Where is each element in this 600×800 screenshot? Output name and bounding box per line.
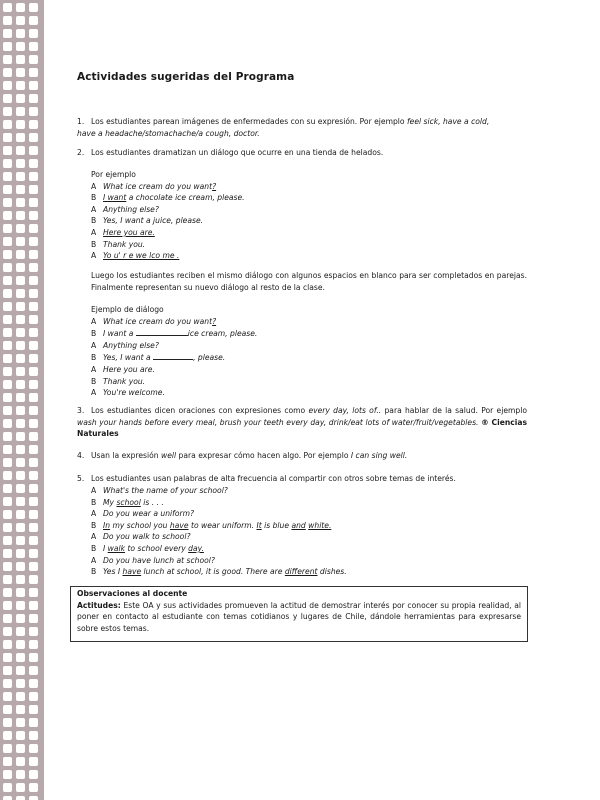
strip-hole: [3, 302, 12, 311]
strip-hole: [16, 406, 25, 415]
strip-hole: [3, 172, 12, 181]
strip-hole: [16, 471, 25, 480]
strip-hole: [16, 458, 25, 467]
strip-hole: [29, 445, 38, 454]
strip-hole: [3, 614, 12, 623]
strip-hole: [16, 588, 25, 597]
strip-hole: [3, 419, 12, 428]
strip-hole: [16, 770, 25, 779]
strip-hole: [3, 94, 12, 103]
strip-hole: [3, 107, 12, 116]
strip-hole: [29, 510, 38, 519]
strip-hole: [16, 757, 25, 766]
strip-hole: [29, 536, 38, 545]
strip-hole: [29, 731, 38, 740]
strip-hole: [16, 3, 25, 12]
strip-hole: [3, 445, 12, 454]
strip-hole: [29, 120, 38, 129]
dialog-blanks-example: Ejemplo de diálogo A What ice cream do you want? B I want a ice cream, please. A Anything else? B Yes, I want a , please. A Here you are. B Thank you. A You're welcome.: [77, 304, 527, 399]
strip-hole: [16, 55, 25, 64]
strip-hole: [16, 783, 25, 792]
strip-hole: [29, 640, 38, 649]
strip-hole: [3, 81, 12, 90]
strip-hole: [16, 16, 25, 25]
dialog-school: A What's the name of your school? B My school is . . . A Do you wear a uniform? B In my school you have to wear uniform. It is blue and white. A Do you walk to school? B I walk to school every day. A Do you have lunch at school? B Yes I have lunch at school, it is good. There are different dishes.: [91, 486, 347, 577]
strip-hole: [3, 3, 12, 12]
strip-hole: [29, 250, 38, 259]
strip-hole: [3, 159, 12, 168]
strip-hole: [3, 666, 12, 675]
strip-hole: [29, 432, 38, 441]
strip-hole: [16, 510, 25, 519]
strip-hole: [29, 172, 38, 181]
strip-hole: [3, 328, 12, 337]
strip-hole: [29, 146, 38, 155]
strip-hole: [3, 367, 12, 376]
strip-hole: [29, 718, 38, 727]
strip-hole: [16, 614, 25, 623]
strip-hole: [29, 757, 38, 766]
strip-hole: [29, 627, 38, 636]
strip-hole: [16, 237, 25, 246]
strip-hole: [3, 588, 12, 597]
teacher-notes-box: [70, 586, 528, 642]
strip-hole: [29, 315, 38, 324]
strip-hole: [16, 562, 25, 571]
activity-item-1: 1. Los estudiantes parean imágenes de enfermedades con su expresión. Por ejemplo feel sick, have a cold, have a headache/stomachache/a cough, doctor.: [77, 117, 490, 138]
decorative-side-strip: [0, 0, 44, 800]
strip-hole: [16, 601, 25, 610]
strip-hole: [16, 341, 25, 350]
strip-hole: [16, 523, 25, 532]
strip-hole: [3, 185, 12, 194]
strip-hole: [3, 55, 12, 64]
strip-hole: [16, 445, 25, 454]
strip-hole: [29, 133, 38, 142]
strip-hole: [16, 393, 25, 402]
strip-hole: [3, 549, 12, 558]
strip-hole: [16, 315, 25, 324]
strip-hole: [29, 770, 38, 779]
strip-hole: [3, 458, 12, 467]
strip-hole: [3, 497, 12, 506]
strip-hole: [3, 679, 12, 688]
strip-hole: [29, 68, 38, 77]
strip-hole: [16, 159, 25, 168]
strip-hole: [3, 198, 12, 207]
strip-hole: [3, 510, 12, 519]
strip-hole: [29, 198, 38, 207]
strip-hole: [29, 783, 38, 792]
strip-hole: [29, 211, 38, 220]
strip-hole: [29, 55, 38, 64]
dialog-example: Por ejemplo A What ice cream do you want? B I want a chocolate ice cream, please. A Anything else? B Yes, I want a juice, please. A Here you are. B Thank you. A Yo u' r e we lco me .: [77, 169, 527, 262]
strip-hole: [16, 354, 25, 363]
strip-hole: [16, 367, 25, 376]
strip-hole: [3, 484, 12, 493]
strip-hole: [3, 523, 12, 532]
strip-hole: [16, 250, 25, 259]
strip-hole: [29, 42, 38, 51]
strip-hole: [16, 211, 25, 220]
strip-hole: [29, 458, 38, 467]
strip-hole: [29, 471, 38, 480]
blank-line: [153, 351, 193, 360]
strip-hole: [29, 224, 38, 233]
strip-hole: [16, 640, 25, 649]
strip-hole: [16, 653, 25, 662]
activity-item-3: 3. Los estudiantes dicen oraciones con expresiones como every day, lots of.. para hablar de la salud. Por ejemplo wash your hands before every meal, brush your teeth every day, drink/eat lots of water/fruit/vegetables. ® Ciencias Naturales: [77, 406, 527, 439]
strip-hole: [3, 796, 12, 800]
strip-hole: [16, 484, 25, 493]
strip-hole: [3, 211, 12, 220]
strip-hole: [3, 380, 12, 389]
strip-hole: [3, 718, 12, 727]
strip-hole: [29, 497, 38, 506]
strip-hole: [3, 536, 12, 545]
strip-hole: [3, 471, 12, 480]
strip-hole: [3, 640, 12, 649]
strip-hole: [29, 263, 38, 272]
strip-hole: [3, 133, 12, 142]
strip-hole: [29, 549, 38, 558]
strip-hole: [16, 731, 25, 740]
strip-hole: [16, 536, 25, 545]
strip-hole: [16, 263, 25, 272]
strip-hole: [29, 159, 38, 168]
strip-hole: [3, 601, 12, 610]
strip-hole: [29, 328, 38, 337]
strip-hole: [16, 666, 25, 675]
strip-hole: [3, 757, 12, 766]
strip-hole: [16, 328, 25, 337]
strip-hole: [29, 523, 38, 532]
strip-hole: [16, 289, 25, 298]
strip-hole: [3, 120, 12, 129]
strip-hole: [16, 380, 25, 389]
strip-hole: [3, 250, 12, 259]
strip-hole: [3, 562, 12, 571]
strip-hole: [16, 198, 25, 207]
strip-hole: [29, 185, 38, 194]
item2-paragraph: Luego los estudiantes reciben el mismo diálogo con algunos espacios en blanco para ser completados en parejas. Finalmente representan su nuevo diálogo al resto de la clase.: [91, 271, 527, 292]
strip-hole: [29, 302, 38, 311]
strip-hole: [29, 341, 38, 350]
strip-hole: [16, 497, 25, 506]
strip-hole: [29, 380, 38, 389]
strip-hole: [29, 29, 38, 38]
strip-hole: [3, 289, 12, 298]
strip-hole: [29, 81, 38, 90]
strip-hole: [29, 562, 38, 571]
strip-hole: [3, 146, 12, 155]
strip-hole: [3, 627, 12, 636]
blank-line: [136, 327, 188, 336]
strip-hole: [3, 42, 12, 51]
strip-hole: [16, 94, 25, 103]
strip-hole: [16, 81, 25, 90]
strip-hole: [16, 692, 25, 701]
strip-hole: [16, 276, 25, 285]
strip-hole: [3, 224, 12, 233]
strip-hole: [29, 744, 38, 753]
strip-hole: [29, 367, 38, 376]
strip-hole: [29, 575, 38, 584]
strip-hole: [16, 146, 25, 155]
strip-hole: [29, 614, 38, 623]
strip-hole: [3, 341, 12, 350]
strip-hole: [16, 744, 25, 753]
strip-hole: [16, 432, 25, 441]
strip-hole: [29, 3, 38, 12]
strip-hole: [3, 354, 12, 363]
strip-hole: [29, 705, 38, 714]
strip-hole: [29, 796, 38, 800]
strip-hole: [3, 653, 12, 662]
strip-hole: [29, 601, 38, 610]
strip-hole: [29, 692, 38, 701]
strip-hole: [3, 705, 12, 714]
strip-hole: [16, 796, 25, 800]
strip-hole: [3, 29, 12, 38]
strip-hole: [29, 276, 38, 285]
strip-hole: [29, 406, 38, 415]
strip-hole: [16, 575, 25, 584]
teacher-notes-title: Observaciones al docente: [77, 589, 188, 598]
strip-hole: [29, 16, 38, 25]
strip-hole: [3, 692, 12, 701]
strip-hole: [3, 237, 12, 246]
activity-item-4: 4. Usan la expresión well para expresar cómo hacen algo. Por ejemplo I can sing well.: [77, 451, 408, 460]
strip-hole: [16, 29, 25, 38]
strip-hole: [16, 419, 25, 428]
strip-hole: [3, 263, 12, 272]
strip-hole: [16, 549, 25, 558]
strip-hole: [29, 588, 38, 597]
activity-item-5: 5. Los estudiantes usan palabras de alta frecuencia al compartir con otros sobre temas de interés.: [77, 474, 456, 483]
strip-hole: [3, 393, 12, 402]
strip-hole: [16, 679, 25, 688]
strip-hole: [29, 419, 38, 428]
page-title: Actividades sugeridas del Programa: [77, 71, 295, 83]
strip-hole: [16, 68, 25, 77]
strip-hole: [3, 432, 12, 441]
strip-hole: [16, 185, 25, 194]
strip-hole: [29, 679, 38, 688]
strip-hole: [16, 705, 25, 714]
strip-hole: [29, 653, 38, 662]
strip-hole: [29, 354, 38, 363]
strip-hole: [3, 315, 12, 324]
strip-hole: [3, 731, 12, 740]
strip-hole: [3, 575, 12, 584]
strip-hole: [16, 42, 25, 51]
strip-hole: [16, 107, 25, 116]
strip-hole: [3, 770, 12, 779]
strip-hole: [3, 16, 12, 25]
strip-hole: [16, 302, 25, 311]
strip-hole: [3, 276, 12, 285]
strip-hole: [16, 627, 25, 636]
strip-hole: [29, 484, 38, 493]
teacher-notes-text: Actitudes: Este OA y sus actividades promueven la actitud de demostrar interés por conocer su propia realidad, al poner en contacto al estudiante con temas cotidianos y lugares de Chile, dándole herramientas para expresarse sobre estos temas.: [77, 600, 521, 633]
strip-hole: [16, 718, 25, 727]
strip-hole: [16, 224, 25, 233]
strip-hole: [3, 406, 12, 415]
strip-hole: [16, 120, 25, 129]
strip-hole: [29, 237, 38, 246]
activity-item-2: 2. Los estudiantes dramatizan un diálogo que ocurre en una tienda de helados.: [77, 148, 384, 157]
strip-hole: [29, 393, 38, 402]
strip-hole: [16, 133, 25, 142]
strip-hole: [16, 172, 25, 181]
strip-hole: [29, 107, 38, 116]
strip-hole: [29, 289, 38, 298]
example2-label: Ejemplo de diálogo: [91, 305, 164, 314]
strip-hole: [29, 666, 38, 675]
strip-hole: [29, 94, 38, 103]
strip-hole: [3, 744, 12, 753]
example-label: Por ejemplo: [91, 170, 136, 179]
strip-hole: [3, 783, 12, 792]
strip-hole: [3, 68, 12, 77]
